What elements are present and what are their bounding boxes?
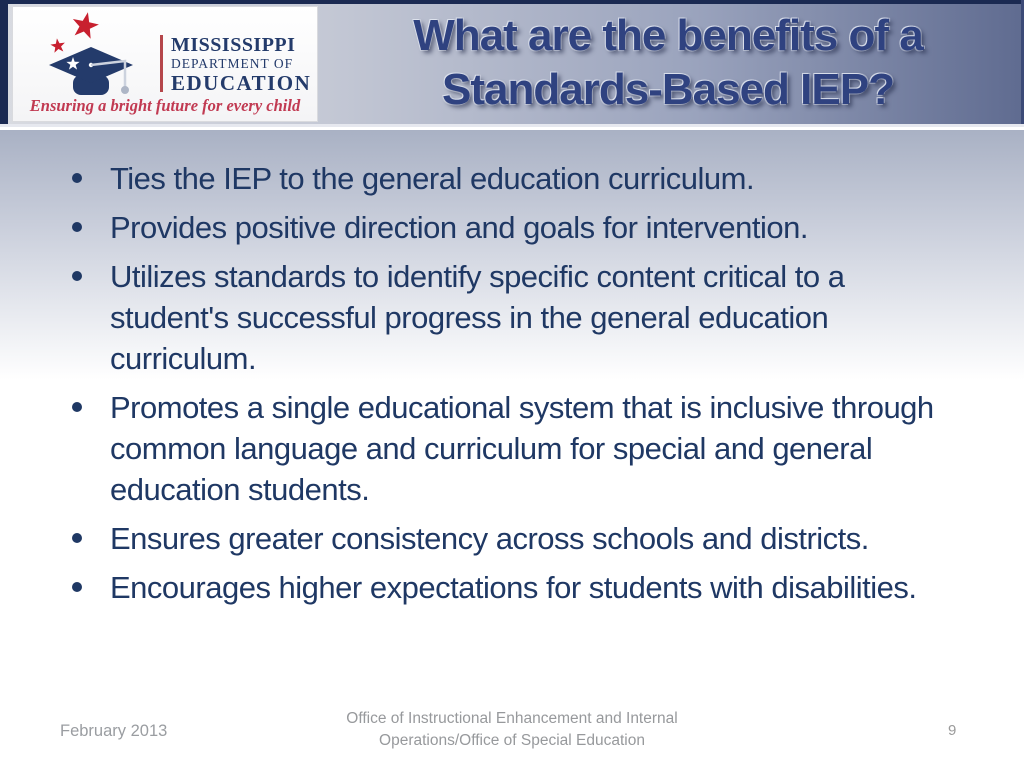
- slide-title-line2: Standards-Based IEP?: [442, 65, 894, 114]
- star-icon: [70, 10, 101, 40]
- bullet-item: [72, 207, 940, 248]
- header-border-top: [0, 0, 1024, 4]
- bullet-text: Provides positive direction and goals for intervention.: [110, 210, 808, 245]
- logo-text: [171, 34, 313, 95]
- logo-org-line3: EDUCATION: [171, 71, 312, 95]
- slide-title-line1: What are the benefits of a: [413, 11, 923, 60]
- logo-org-line2: DEPARTMENT OF: [171, 56, 294, 71]
- header-banner: [0, 0, 1024, 127]
- footer-date: February 2013: [60, 722, 168, 740]
- logo-divider: [160, 35, 163, 92]
- bullet-list: [0, 130, 1024, 608]
- bullet-text: Ensures greater consistency across schools and districts.: [110, 521, 869, 556]
- bullet-dot-icon: [72, 533, 82, 543]
- mde-logo: [12, 6, 318, 122]
- bullet-text: Encourages higher expectations for students with disabilities.: [110, 570, 917, 605]
- bullet-text: Ties the IEP to the general education curriculum.: [110, 161, 755, 196]
- bullet-item: [72, 387, 940, 510]
- bullet-dot-icon: [72, 402, 82, 412]
- small-star-icon: [50, 37, 66, 53]
- page-number: 9: [948, 722, 957, 739]
- bullet-dot-icon: [72, 173, 82, 183]
- slide-title: [322, 9, 1014, 117]
- logo-tagline: Ensuring a bright future for every child: [29, 96, 301, 115]
- bullet-dot-icon: [72, 582, 82, 592]
- bullet-item: [72, 518, 940, 559]
- bullet-item: [72, 256, 940, 379]
- bullet-item: [72, 158, 940, 199]
- bullet-text: Utilizes standards to identify specific content critical to a student's successful progress in the general education curriculum.: [110, 259, 845, 376]
- bullet-item: [72, 567, 940, 608]
- footer-office: [0, 708, 1024, 751]
- footer-office-line1: Office of Instructional Enhancement and Internal: [346, 710, 678, 727]
- slide-body: [0, 130, 1024, 768]
- footer-office-line2: Operations/Office of Special Education: [379, 731, 645, 749]
- bullet-dot-icon: [72, 271, 82, 281]
- header-border-left: [0, 0, 8, 124]
- logo-org-line1: MISSISSIPPI: [171, 34, 296, 56]
- bullet-text: Promotes a single educational system that is inclusive through common language and curriculum for special and general education students.: [110, 390, 934, 507]
- bullet-dot-icon: [72, 222, 82, 232]
